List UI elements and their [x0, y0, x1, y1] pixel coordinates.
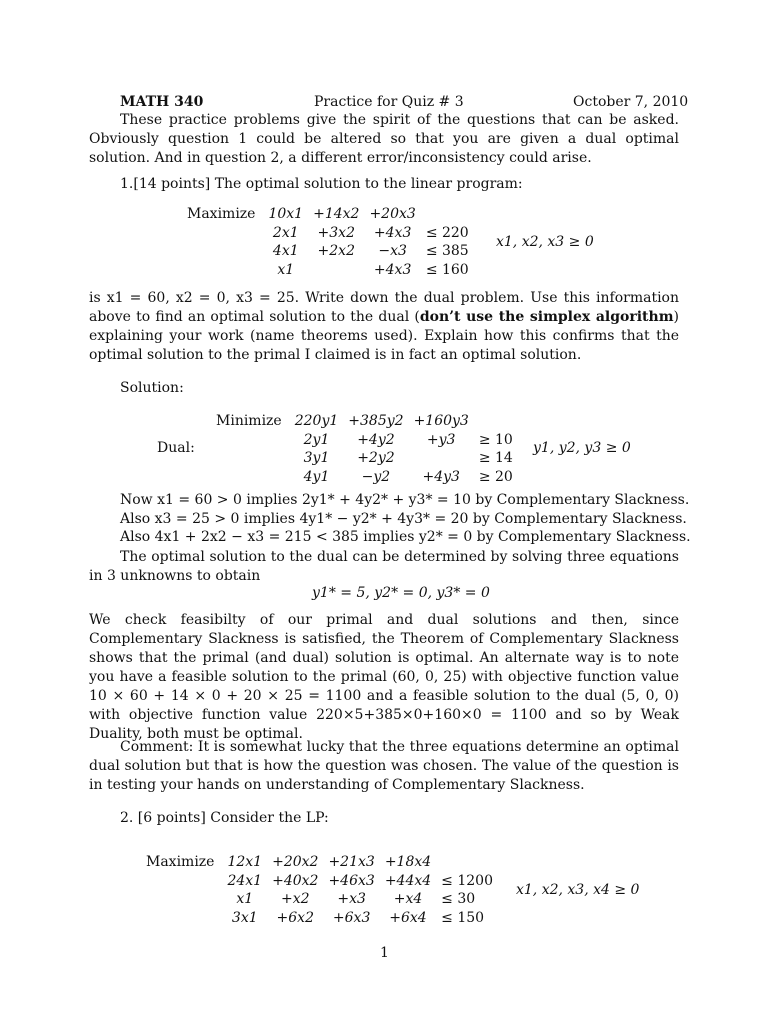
lp-cell: +2y2	[357, 450, 395, 467]
lp-cell: +160y3	[413, 413, 469, 430]
lp-cell: +40x2	[272, 872, 319, 889]
dual-solution-result: y1* = 5, y2* = 0, y3* = 0	[312, 585, 490, 601]
intro-paragraph: These practice problems give the spirit of the questions that can be asked. Obviously question 1 could be altered so that you are given a dual optimal solution. And in question 2, a different error/inconsistency could arise.	[89, 112, 679, 166]
lp-cell: +21x3	[328, 854, 375, 871]
lp-cell: x1	[236, 891, 254, 908]
dual-nonnegativity: y1, y2, y3 ≥ 0	[533, 440, 631, 456]
lp-cell: +4y2	[357, 431, 395, 448]
cs-line-1: Now x1 = 60 > 0 implies 2y1* + 4y2* + y3* = 10 by Complementary Slackness.	[120, 492, 690, 508]
lp-cell: x1	[277, 261, 295, 278]
lp-cell: 2x1	[272, 224, 299, 241]
q1-nonnegativity: x1, x2, x3 ≥ 0	[496, 234, 594, 250]
lp-cell: ≤ 385	[425, 243, 469, 260]
q1-primal-lp	[182, 205, 474, 279]
solution-label: Solution:	[120, 380, 184, 396]
lp-cell: +18x4	[384, 854, 432, 871]
cs-line-2: Also x3 = 25 > 0 implies 4y1* − y2* + 4y3* = 20 by Complementary Slackness.	[120, 511, 687, 527]
lp-cell: +2x2	[317, 243, 355, 260]
q1-heading: 1.[14 points] The optimal solution to the linear program:	[120, 176, 523, 192]
lp-objective-label: Maximize	[146, 854, 215, 871]
cs-line-3: Also 4x1 + 2x2 − x3 = 215 < 385 implies y2* = 0 by Complementary Slackness.	[120, 529, 691, 545]
lp-cell	[409, 449, 474, 468]
lp-cell: +4x3	[373, 224, 412, 241]
lp-cell: +4x3	[373, 261, 412, 278]
lp-objective-label: Maximize	[187, 206, 256, 223]
lp-cell: +44x4	[384, 872, 432, 889]
lp-cell: 10x1	[268, 206, 304, 223]
q1-body-text-end: ) explaining your work (name theorems used). Explain how this confirms that the optimal solution to the primal I claimed is in fact an optimal solution.	[89, 309, 679, 363]
lp-cell: ≤ 220	[425, 224, 469, 241]
lp-cell: 12x1	[227, 854, 263, 871]
cs-line-4: The optimal solution to the dual can be determined by solving three equations in 3 unknowns to obtain	[89, 549, 679, 584]
comment-paragraph: Comment: It is somewhat lucky that the three equations determine an optimal dual solution but that is how the question was chosen. The value of the question is in testing your hands on understanding of Complementary Slackness.	[89, 739, 679, 793]
dual-lp	[211, 412, 518, 486]
lp-cell: ≤ 150	[441, 909, 485, 926]
lp-cell: −y2	[361, 468, 391, 485]
lp-cell: +x4	[393, 891, 423, 908]
lp-cell: +y3	[426, 431, 456, 448]
lp-cell: +385y2	[348, 413, 404, 430]
course-code: MATH 340	[120, 94, 204, 110]
page-number: 1	[380, 945, 389, 961]
lp-cell: +14x2	[313, 206, 360, 223]
feasibility-paragraph: We check feasibilty of our primal and dual solutions and then, since Complementary Slackness is satisfied, the Theorem of Complementary Slackness shows that the primal (and dual) solution is optimal. An alternate way is to note you have a feasible solution to the primal (60, 0, 25) with objective function value 10 × 60 + 14 × 0 + 20 × 25 = 1100 and a feasible solution to the dual (5, 0, 0) with objective function value 220×5+385×0+160×0 = 1100 and so by Weak Duality, both must be optimal.	[89, 612, 679, 742]
lp-cell	[436, 853, 498, 872]
q2-lp	[141, 853, 498, 927]
lp-cell: 4y1	[303, 468, 330, 485]
lp-cell: +x3	[337, 891, 366, 908]
lp-cell: ≥ 14	[478, 450, 513, 467]
lp-cell: ≥ 20	[478, 468, 513, 485]
lp-cell: 220y1	[294, 413, 339, 430]
q1-body-text: is x1 = 60, x2 = 0, x3 = 25. Write down the dual problem. Use this information above to find an optimal solution to the dual (	[89, 290, 679, 325]
lp-cell: +6x3	[332, 909, 371, 926]
q1-body-bold: don’t use the simplex algorithm	[419, 309, 674, 325]
lp-cell: +20x3	[369, 206, 416, 223]
lp-cell: 2y1	[303, 431, 330, 448]
lp-cell: +x2	[281, 891, 310, 908]
lp-cell: +6x4	[389, 909, 427, 926]
lp-cell: ≤ 160	[425, 261, 469, 278]
lp-cell	[421, 205, 474, 224]
lp-cell: ≤ 1200	[441, 872, 493, 889]
q2-nonnegativity: x1, x2, x3, x4 ≥ 0	[516, 882, 640, 898]
lp-cell: 3y1	[303, 450, 330, 467]
dual-label: Dual:	[157, 440, 195, 456]
lp-cell: ≥ 10	[478, 431, 513, 448]
lp-cell: +4y3	[422, 468, 460, 485]
lp-cell: +6x2	[276, 909, 314, 926]
lp-cell: 24x1	[227, 872, 263, 889]
q1-body	[89, 289, 679, 365]
q2-heading: 2. [6 points] Consider the LP:	[120, 810, 329, 826]
lp-cell: +3x2	[317, 224, 355, 241]
lp-objective-label: Minimize	[216, 413, 282, 430]
lp-cell: +20x2	[272, 854, 319, 871]
lp-cell: +46x3	[328, 872, 375, 889]
lp-cell	[474, 412, 518, 431]
lp-cell	[308, 261, 364, 280]
lp-cell: −x3	[378, 243, 407, 260]
lp-cell: 4x1	[272, 243, 299, 260]
document-title: Practice for Quiz # 3	[314, 94, 464, 110]
lp-cell: ≤ 30	[441, 891, 476, 908]
document-date: October 7, 2010	[573, 94, 689, 110]
lp-cell: 3x1	[231, 909, 258, 926]
